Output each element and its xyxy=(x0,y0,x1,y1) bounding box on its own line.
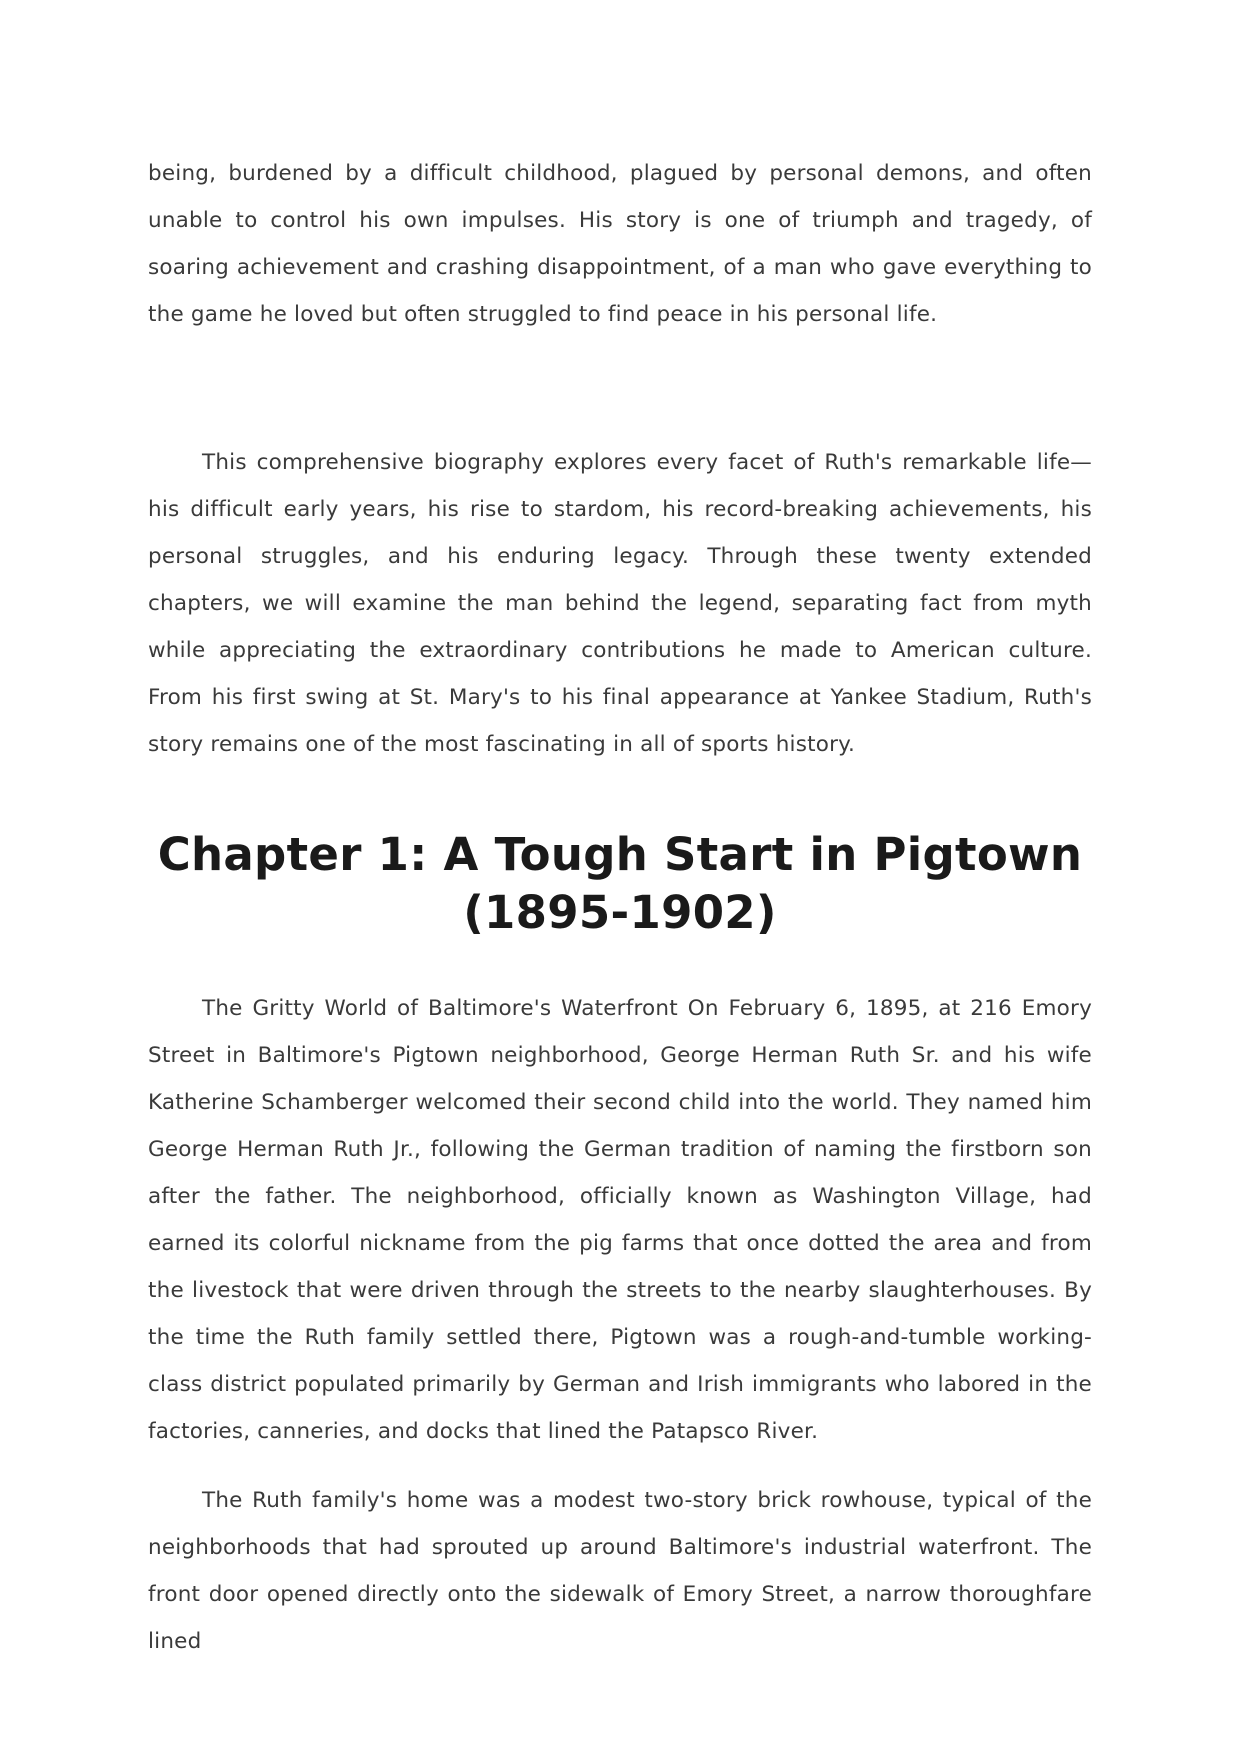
chapter-title-line2: (1895-1902) xyxy=(463,886,777,939)
document-page xyxy=(148,150,1092,1665)
paragraph-chapter1-home: The Ruth family's home was a modest two-story brick rowhouse, typical of the neighborhoods that had sprouted up around Baltimore's industrial waterfront. The front door opened directly onto the sidewalk of Emory Street, a narrow thoroughfare lined xyxy=(148,1488,1092,1654)
chapter-title xyxy=(148,826,1092,942)
chapter-title-line1: Chapter 1: A Tough Start in Pigtown xyxy=(157,828,1083,881)
paragraph-chapter1-opening: The Gritty World of Baltimore's Waterfront On February 6, 1895, at 216 Emory Street in Baltimore's Pigtown neighborhood, George Herman Ruth Sr. and his wife Katherine Schamberger welcomed their second child into the world. They named him George Herman Ruth Jr., following the German tradition of naming the firstborn son after the father. The neighborhood, officially known as Washington Village, had earned its colorful nickname from the pig farms that once dotted the area and from the livestock that were driven through the streets to the nearby slaughterhouses. By the time the Ruth family settled there, Pigtown was a rough-and-tumble working-class district populated primarily by German and Irish immigrants who labored in the factories, canneries, and docks that lined the Patapsco River. xyxy=(148,996,1092,1444)
paragraph-biography-overview: This comprehensive biography explores every facet of Ruth's remarkable life—his difficult early years, his rise to stardom, his record-breaking achievements, his personal struggles, and his enduring legacy. Through these twenty extended chapters, we will examine the man behind the legend, separating fact from myth while appreciating the extraordinary contributions he made to American culture. From his first swing at St. Mary's to his final appearance at Yankee Stadium, Ruth's story remains one of the most fascinating in all of sports history. xyxy=(148,450,1092,757)
paragraph-intro-continuation: being, burdened by a difficult childhood, plagued by personal demons, and often unable to control his own impulses. His story is one of triumph and tragedy, of soaring achievement and crashing disappointment, of a man who gave everything to the game he loved but often struggled to find peace in his personal life. xyxy=(148,161,1092,327)
